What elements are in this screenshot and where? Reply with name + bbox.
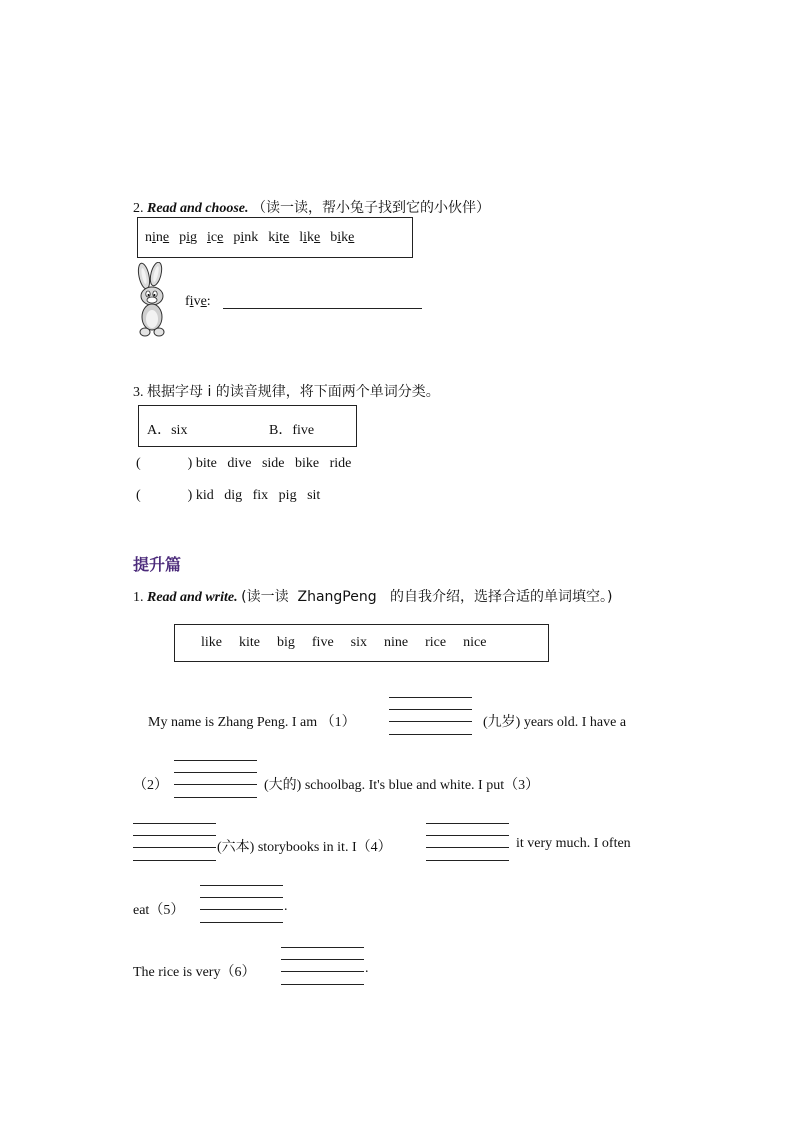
word-box — [137, 217, 413, 258]
word-bank-item: rice — [425, 635, 447, 650]
answer-blank-2[interactable] — [174, 760, 257, 798]
word-box-item: pig — [179, 230, 197, 245]
word-bank-item: like — [201, 635, 222, 650]
word-box-item: ice — [207, 230, 224, 245]
advanced-header — [133, 586, 612, 606]
answer-blank-6[interactable] — [281, 947, 364, 985]
answer-blank-4[interactable] — [426, 823, 509, 861]
answer-blank-1[interactable] — [389, 697, 472, 735]
classify-row-2: ( ) kid dig fix pig sit — [136, 488, 321, 503]
passage-line-4-pre: eat（5） — [133, 903, 185, 918]
word-box-item: kite — [268, 230, 290, 245]
answer-blank-3[interactable] — [133, 823, 216, 861]
passage-line-1-pre: My name is Zhang Peng. I am （1） — [148, 715, 356, 730]
word-bank-item: nine — [384, 635, 409, 650]
word-box-item: pink — [233, 230, 259, 245]
option-b: B．five — [269, 423, 315, 438]
word-box-item: nine — [145, 230, 170, 245]
advanced-title: Read and write. — [147, 590, 238, 605]
rabbit-image — [132, 262, 172, 338]
word-box-item: like — [299, 230, 321, 245]
word-bank-box — [174, 624, 549, 662]
passage-line-2-post: (大的) schoolbag. It's blue and white. I put（3） — [264, 778, 540, 793]
five-prompt: five: — [185, 294, 211, 309]
section2-title: Read and choose. — [147, 201, 249, 216]
section3-instruction: 根据字母 i 的读音规律，将下面两个单词分类。 — [147, 384, 440, 400]
five-answer-line[interactable] — [223, 308, 422, 309]
passage-line-3-pre: (六本) storybooks in it. I（4） — [217, 840, 392, 855]
word-bank-item: six — [350, 635, 367, 650]
passage-line-3-post: it very much. I often — [516, 836, 631, 851]
classify-row-1: ( ) bite dive side bike ride — [136, 456, 352, 471]
option-a: A．six — [147, 423, 188, 438]
passage-line-4-post: . — [284, 899, 288, 914]
answer-blank-5[interactable] — [200, 885, 283, 923]
passage-line-2-pre: （2） — [133, 778, 168, 793]
section2-number: 2. — [133, 201, 144, 216]
advanced-instruction: (读一读 ZhangPeng 的自我介绍，选择合适的单词填空。) — [241, 589, 613, 605]
word-bank-words — [201, 635, 503, 651]
word-bank-item: kite — [239, 635, 260, 650]
section3-number: 3. — [133, 385, 144, 400]
word-bank-item: five — [311, 635, 334, 650]
word-bank-item: big — [277, 635, 295, 650]
word-box-item: bike — [330, 230, 355, 245]
section3-header — [133, 381, 440, 401]
word-bank-item: nice — [463, 635, 487, 650]
section2-instruction: （读一读，帮小兔子找到它的小伙伴） — [252, 200, 490, 216]
passage-line-5-post: . — [365, 961, 369, 976]
section2-header — [133, 197, 490, 217]
advanced-number: 1. — [133, 590, 144, 605]
word-box-words — [145, 230, 364, 246]
options-box — [138, 405, 357, 447]
advanced-heading: 提升篇 — [133, 555, 182, 574]
passage-line-5-pre: The rice is very（6） — [133, 965, 256, 980]
passage-line-1-post: (九岁) years old. I have a — [483, 715, 627, 730]
